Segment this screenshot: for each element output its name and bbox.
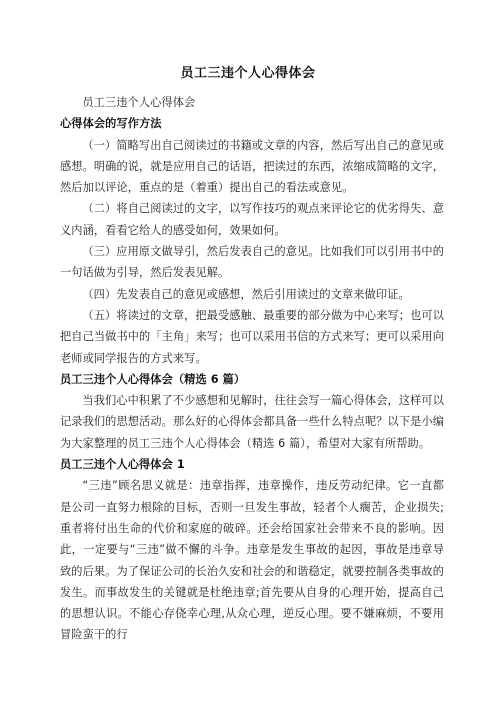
document-body [60,92,444,646]
section-heading-essay-1: 员工三违个人心得体会 1 [60,458,185,472]
document-title: 员工三违个人心得体会 [180,66,316,81]
paragraph-method-3: （三）应用原文做导引，然后发表自己的意见。比如我们可以引用书中的一句话做为引导，然后发表见解。 [60,245,444,280]
paragraph-method-1: （一）简略写出自己阅读过的书籍或文章的内容，然后写出自己的意见或感想。明确的说，就是应用自己的话语，把读过的东西，浓缩成简略的文字，然后加以评论，重点的是（着重）提出自己的看法或意见。 [60,138,444,195]
section-heading-writing-method: 心得体会的写作方法 [60,117,162,131]
paragraph-essay-1: “三违”顾名思义就是：违章指挥，违章操作，违反劳动纪律。它一直都是公司一直努力根除的目标，否则一旦发生事故，轻者个人瘸苦，企业损失;重者将付出生命的代价和家庭的破碎。还会给国家社会带来不良的影响。因此，一定要与“三违”做不懈的斗争。违章是发生事故的起因，事故是违章导致的后果。为了保证公司的长治久安和社会的和谐稳定，就要控制各类事故的发生。而事故发生的关键就是杜绝违章;首先要从自身的心理开始，提高自己的思想认识。不能心存侥幸心理,从众心理，逆反心理。要不嫌麻烦，不要用冒险蛮干的行 [60,479,444,642]
section-heading-selected: 员工三违个人心得体会（精选 6 篇） [60,372,246,386]
paragraph-method-2: （二）将自己阅读过的文字，以写作技巧的观点来评论它的优劣得失、意义内涵，看看它给人的感受如何，效果如何。 [60,202,444,237]
paragraph-method-5: （五）将读过的文章，把最受感触、最重要的部分做为中心来写；也可以把自己当做书中的「主角」来写；也可以采用书信的方式来写；更可以采用向老师或同学报告的方式来写。 [60,308,444,365]
paragraph-intro: 当我们心中积累了不少感想和见解时，往往会写一篇心得体会，这样可以记录我们的思想活动。那么好的心得体会都具备一些什么特点呢？以下是小编为大家整理的员工三违个人心得体会（精选 6 篇），希望对大家有所帮助。 [60,394,444,450]
paragraph-method-4: （四）先发表自己的意见或感想，然后引用读过的文章来做印证。 [82,287,410,301]
intro-heading: 员工三违个人心得体会 [82,96,196,109]
